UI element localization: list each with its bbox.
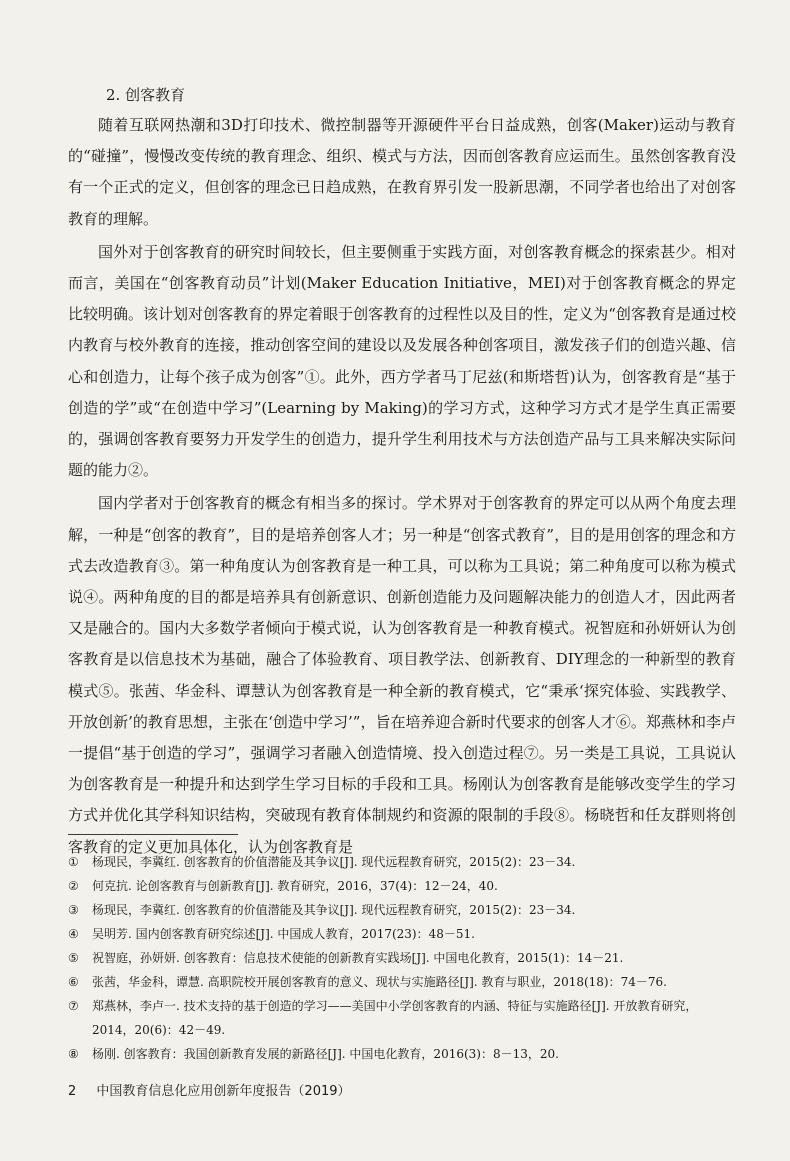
footnote-text: 郑燕林，李卢一. 技术支持的基于创造的学习——美国中小学创客教育的内涵、特征与实施路径[J]. 开放教育研究，2014，20(6)：42－49. [92,999,698,1037]
footnote-number: ① [68,855,79,869]
footnote-number: ⑦ [68,999,79,1013]
footnote-number: ⑥ [68,975,79,989]
footnote-text: 杨现民，李冀红. 创客教育的价值潜能及其争议[J]. 现代远程教育研究，2015(2)：23－34. [92,903,576,917]
paragraph: 国外对于创客教育的研究时间较长，但主要侧重于实践方面，对创客教育概念的探索甚少。相对而言，美国在“创客教育动员”计划(Maker Education Initiative，MEI)对于创客教育概念的界定比较明确。该计划对创客教育的界定着眼于创客教育的过程性以及目的性，定义为“创客教育是通过校内教育与校外教育的连接，推动创客空间的建设以及发展各种创客项目，激发孩子们的创造兴趣、信心和创造力，让每个孩子成为创客”①。此外，西方学者马丁尼兹(和斯塔哲)认为，创客教育是“基于创造的学”或“在创造中学习”(Learning by Making)的学习方式，这种学习方式才是学生真正需要的，强调创客教育要努力开发学生的创造力，提升学生利用技术与方法创造产品与工具来解决实际问题的能力②。 [68,242,736,480]
footnote-text: 吴明芳. 国内创客教育研究综述[J]. 中国成人教育，2017(23)：48－51. [92,927,475,941]
footnote [68,874,736,898]
footnote-text: 杨刚. 创客教育：我国创新教育发展的新路径[J]. 中国电化教育，2016(3)：8－13，20. [92,1047,559,1061]
footnote [68,1042,736,1066]
footnote-number: ④ [68,927,79,941]
footnote-text: 祝智庭，孙妍妍. 创客教育：信息技术使能的创新教育实践场[J]. 中国电化教育，2015(1)：14－21. [92,951,624,965]
footnote [68,946,736,970]
section-heading: 2. 创客教育 [106,86,186,104]
page-footer [68,1082,351,1102]
body-text [68,110,736,865]
footnotes [68,850,736,1066]
footnote-number: ⑤ [68,951,79,965]
footnote-text: 张茜，华金科，谭慧. 高职院校开展创客教育的意义、现状与实施路径[J]. 教育与职业，2018(18)：74－76. [92,975,667,989]
footnote-text: 何克抗. 论创客教育与创新教育[J]. 教育研究，2016，37(4)：12－24，40. [92,879,498,893]
footnote [68,922,736,946]
paragraph: 随着互联网热潮和3D打印技术、微控制器等开源硬件平台日益成熟，创客(Maker)运动与教育的“碰撞”，慢慢改变传统的教育理念、组织、模式与方法，因而创客教育应运而生。虽然创客教育没有一个正式的定义，但创客的理念已日趋成熟，在教育界引发一股新思潮，不同学者也给出了对创客教育的理解。 [68,116,736,228]
footnote-divider [68,834,238,835]
paragraph: 国内学者对于创客教育的概念有相当多的探讨。学术界对于创客教育的界定可以从两个角度去理解，一种是“创客的教育”，目的是培养创客人才；另一种是“创客式教育”，目的是用创客的理念和方式去改造教育③。第一种角度认为创客教育是一种工具，可以称为工具说；第二种角度可以称为模式说④。两种角度的目的都是培养具有创新意识、创新创造能力及问题解决能力的创造人才，因此两者又是融合的。国内大多数学者倾向于模式说，认为创客教育是一种教育模式。祝智庭和孙妍妍认为创客教育是以信息技术为基础，融合了体验教育、项目教学法、创新教育、DIY理念的一种新型的教育模式⑤。张茜、华金科、谭慧认为创客教育是一种全新的教育模式，它“秉承‘探究体验、实践教学、开放创新’的教育思想，主张在‘创造中学习’”，旨在培养迎合新时代要求的创客人才⑥。郑燕林和李卢一提倡“基于创造的学习”，强调学习者融入创造情境、投入创造过程⑦。另一类是工具说，工具说认为创客教育是一种提升和达到学生学习目标的手段和工具。杨刚认为创客教育是能够改变学生的学习方式并优化其学科知识结构，突破现有教育体制规约和资源的限制的手段⑧。杨晓哲和任友群则将创客教育的定义更加具体化，认为创客教育是 [68,494,736,856]
footnote [68,850,736,874]
footnote [68,970,736,994]
footnote-text: 杨现民，李冀红. 创客教育的价值潜能及其争议[J]. 现代远程教育研究，2015(2)：23－34. [92,855,576,869]
footnote-number: ⑧ [68,1047,79,1061]
footnote-number: ② [68,879,79,893]
page-number: 2 [68,1084,77,1099]
footnote [68,994,736,1042]
footnote [68,898,736,922]
publication-title: 中国教育信息化应用创新年度报告（2019） [96,1084,351,1099]
footnote-number: ③ [68,903,79,917]
